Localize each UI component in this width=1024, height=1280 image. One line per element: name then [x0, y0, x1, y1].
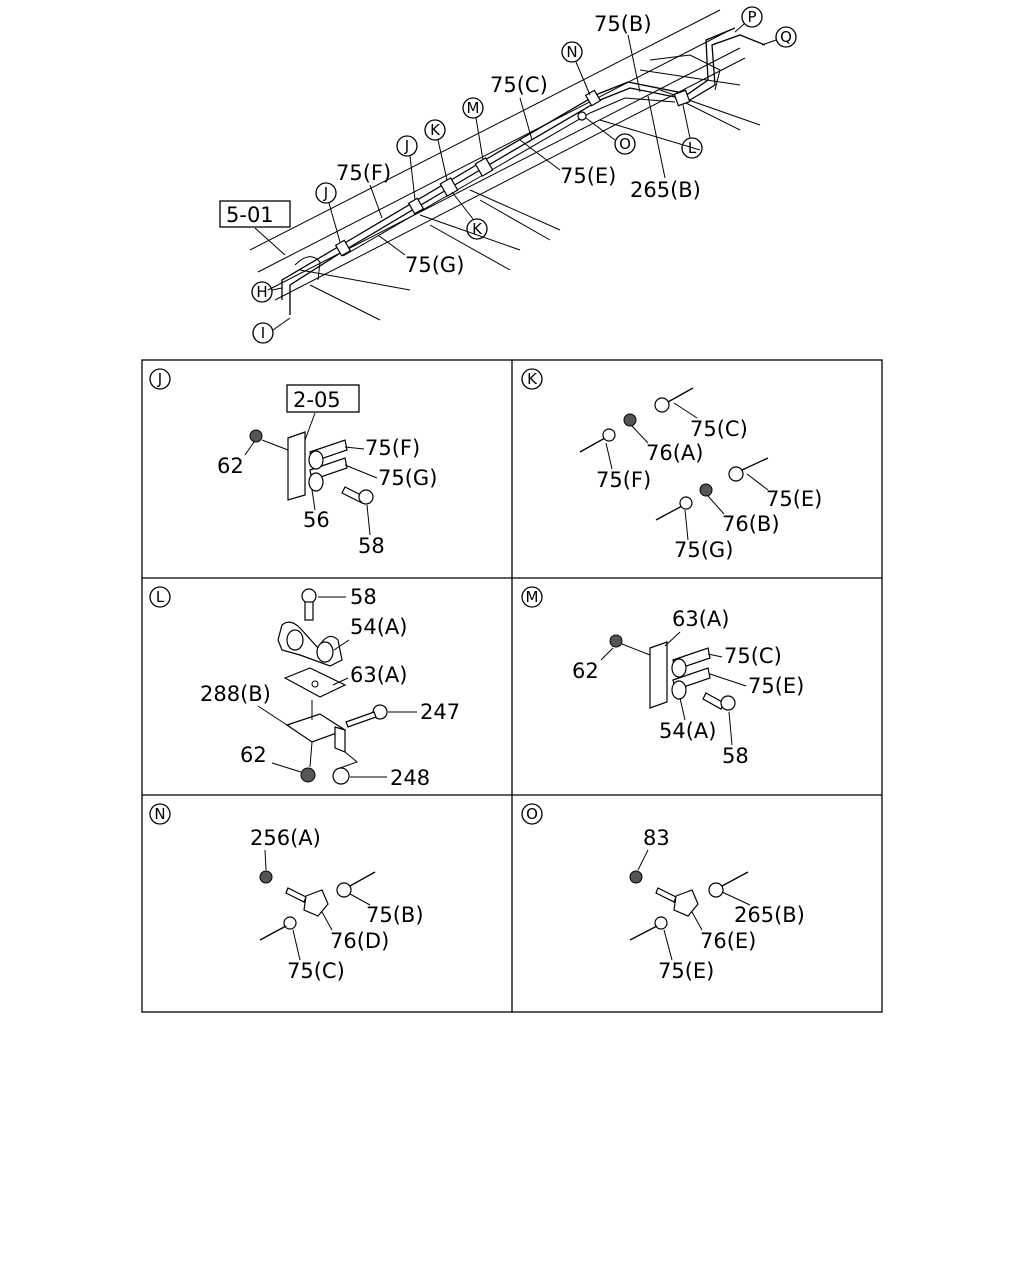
- panel-m-label-63a: 63(A): [672, 607, 730, 631]
- svg-text:L: L: [687, 139, 697, 157]
- panel-m-label-75e: 75(E): [748, 674, 805, 698]
- svg-text:Q: Q: [780, 28, 792, 46]
- panel-o: [522, 804, 805, 983]
- panel-k-letter: [522, 369, 542, 389]
- panel-n-letter: [150, 804, 170, 824]
- panel-m-letter: [522, 587, 542, 607]
- svg-text:M: M: [525, 588, 539, 606]
- panel-l-label-62: 62: [240, 743, 267, 767]
- panel-l-label-63a: 63(A): [350, 663, 408, 687]
- svg-text:N: N: [566, 43, 578, 61]
- svg-text:L: L: [155, 588, 165, 606]
- overview-label-265b: 265(B): [630, 178, 701, 202]
- svg-text:O: O: [526, 805, 538, 823]
- panel-j-label-75f: 75(F): [365, 436, 421, 460]
- panel-o-letter: [522, 804, 542, 824]
- panel-j-label-56: 56: [303, 508, 330, 532]
- panel-n-label-75b: 75(B): [366, 903, 424, 927]
- svg-text:J: J: [157, 370, 163, 388]
- overview-callout-k-top: [425, 120, 445, 140]
- svg-text:H: H: [256, 283, 268, 301]
- svg-text:K: K: [527, 370, 537, 388]
- svg-text:I: I: [260, 324, 266, 342]
- panel-k-label-76b: 76(B): [722, 512, 780, 536]
- overview-callout-h: [252, 282, 272, 302]
- panel-k-label-76a: 76(A): [646, 441, 704, 465]
- panel-m-label-62: 62: [572, 659, 599, 683]
- panel-n-label-256a: 256(A): [250, 826, 321, 850]
- overview-callout-l: [682, 138, 702, 158]
- svg-text:M: M: [466, 99, 480, 117]
- panel-o-label-76e: 76(E): [700, 929, 757, 953]
- panel-k-label-75c: 75(C): [690, 417, 748, 441]
- panel-l-label-248: 248: [390, 766, 431, 790]
- panel-k-label-75g: 75(G): [674, 538, 734, 562]
- svg-text:O: O: [619, 135, 631, 153]
- panel-m-label-58: 58: [722, 744, 749, 768]
- panel-k: [522, 369, 822, 562]
- overview-ref-box: 5-01: [226, 203, 274, 227]
- svg-text:P: P: [747, 8, 757, 26]
- panel-l-label-58: 58: [350, 585, 377, 609]
- panel-n-label-76d: 76(D): [330, 929, 390, 953]
- svg-text:J: J: [323, 184, 329, 202]
- panel-o-label-75e: 75(E): [658, 959, 715, 983]
- panel-j: [150, 369, 437, 558]
- overview-callout-k-bottom: [467, 219, 487, 239]
- overview-callout-q: [776, 27, 796, 47]
- overview-callout-j-top: [397, 136, 417, 156]
- panel-m-label-75c: 75(C): [724, 644, 782, 668]
- overview-label-75b: 75(B): [594, 12, 652, 36]
- panel-l: [150, 585, 460, 790]
- panel-l-label-288b: 288(B): [200, 682, 271, 706]
- overview-label-75c: 75(C): [490, 73, 548, 97]
- overview-callout-n: [562, 42, 582, 62]
- overview-label-75f: 75(F): [336, 161, 392, 185]
- panel-l-label-54a: 54(A): [350, 615, 408, 639]
- svg-text:N: N: [154, 805, 166, 823]
- panel-o-label-265b: 265(B): [734, 903, 805, 927]
- panel-m: [522, 587, 804, 768]
- panel-j-ref-box: 2-05: [293, 388, 341, 412]
- panel-m-label-54a: 54(A): [659, 719, 717, 743]
- panel-j-label-58: 58: [358, 534, 385, 558]
- panel-j-label-62: 62: [217, 454, 244, 478]
- svg-text:K: K: [472, 220, 482, 238]
- panel-n-label-75c: 75(C): [287, 959, 345, 983]
- panel-l-letter: [150, 587, 170, 607]
- panel-k-label-75f: 75(F): [596, 468, 652, 492]
- panel-j-label-75g: 75(G): [378, 466, 438, 490]
- panel-k-label-75e: 75(E): [766, 487, 823, 511]
- svg-text:K: K: [430, 121, 440, 139]
- overview-callout-j-left: [316, 183, 336, 203]
- panel-o-label-83: 83: [643, 826, 670, 850]
- overview-callout-i: [253, 323, 273, 343]
- panel-j-letter: [150, 369, 170, 389]
- overview-diagram: [220, 7, 796, 343]
- panel-l-label-247: 247: [420, 700, 461, 724]
- overview-label-75g: 75(G): [405, 253, 465, 277]
- panel-n: [150, 804, 424, 983]
- overview-callout-o: [615, 134, 635, 154]
- overview-callout-m: [463, 98, 483, 118]
- overview-callout-p: [742, 7, 762, 27]
- overview-label-75e: 75(E): [560, 164, 617, 188]
- svg-text:J: J: [404, 137, 410, 155]
